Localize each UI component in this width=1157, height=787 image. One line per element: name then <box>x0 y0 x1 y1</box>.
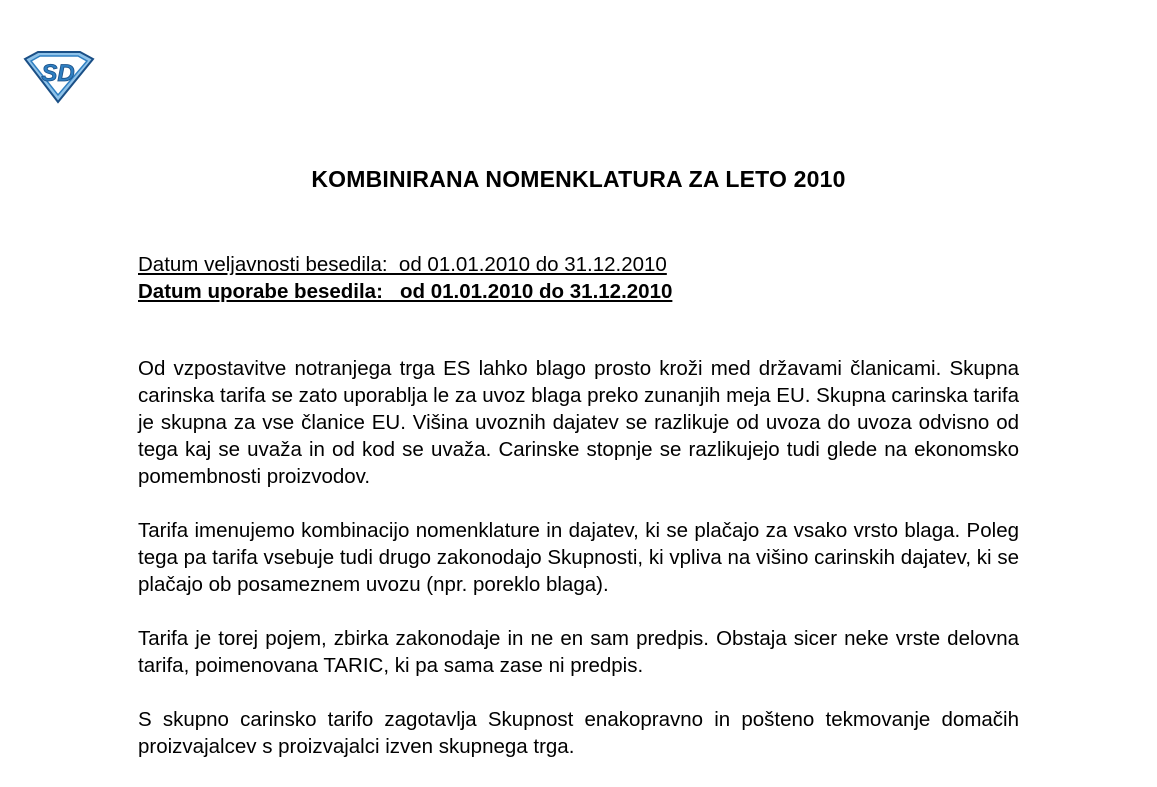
validity-date-line: Datum veljavnosti besedila: od 01.01.2010 do 31.12.2010 <box>138 253 667 276</box>
svg-text:SD: SD <box>41 60 75 87</box>
sd-logo-icon <box>22 50 96 104</box>
paragraph: Tarifa je torej pojem, zbirka zakonodaje in ne en sam predpis. Obstaja sicer neke vrste delovna tarifa, poimenovana TARIC, ki pa sama zase ni predpis. <box>138 627 1019 677</box>
paragraph: S skupno carinsko tarifo zagotavlja Skupnost enakopravno in pošteno tekmovanje domačih proizvajalcev s proizvajalci izven skupnega trga. <box>138 708 1019 758</box>
document-title: KOMBINIRANA NOMENKLATURA ZA LETO 2010 <box>311 166 846 192</box>
usage-date-line: Datum uporabe besedila: od 01.01.2010 do 31.12.2010 <box>138 280 673 303</box>
body-text <box>138 355 1019 787</box>
paragraph: Tarifa imenujemo kombinacijo nomenklature in dajatev, ki se plačajo za vsako vrsto blaga. Poleg tega pa tarifa vsebuje tudi drugo zakonodajo Skupnosti, ki vpliva na višino carinskih dajatev, ki se plačajo ob posameznem uvozu (npr. poreklo blaga). <box>138 519 1019 596</box>
paragraph: Od vzpostavitve notranjega trga ES lahko blago prosto kroži med državami članicami. Skupna carinska tarifa se zato uporablja le za uvoz blaga preko zunanjih meja EU. Skupna carinska tarifa je skupna za vse članice EU. Višina uvoznih dajatev se razlikuje od uvoza do uvoza odvisno od tega kaj se uvaža in od kod se uvaža. Carinske stopnje se razlikujejo tudi glede na ekonomsko pomembnosti proizvodov. <box>138 357 1019 488</box>
date-block <box>138 251 672 305</box>
